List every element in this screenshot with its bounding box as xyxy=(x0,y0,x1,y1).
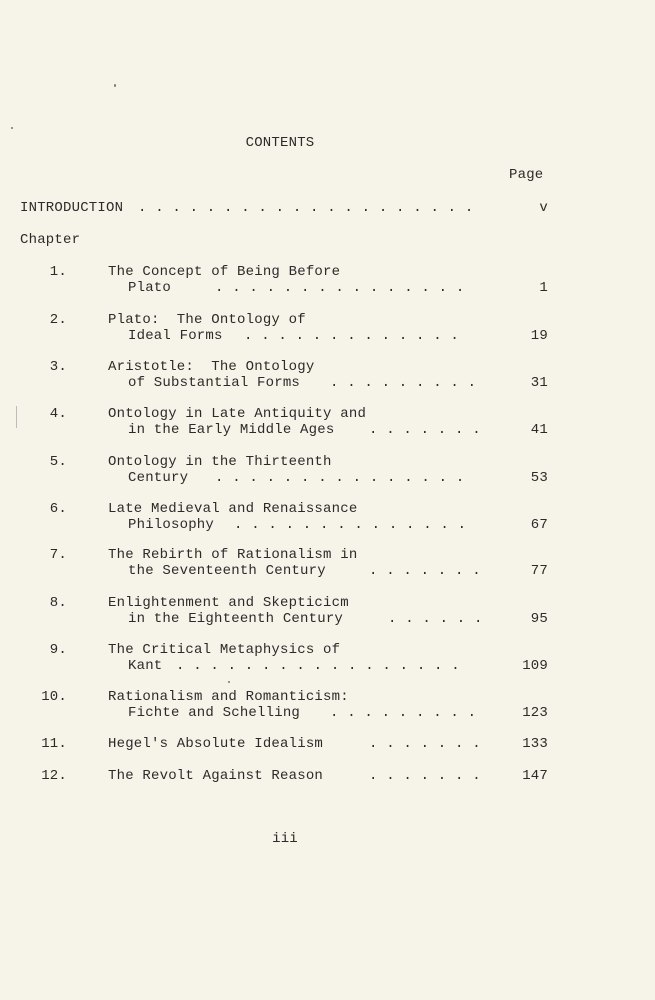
chapter-dots: . . . . . . xyxy=(388,611,483,627)
page-title: CONTENTS xyxy=(245,135,315,151)
chapter-dots: . . . . . . . xyxy=(369,768,481,784)
chapter-dots: . . . . . . . . . . . . . xyxy=(244,328,460,344)
chapter-page: 77 xyxy=(530,563,548,579)
chapter-page: 19 xyxy=(530,328,548,344)
chapter-page: 147 xyxy=(522,768,548,784)
chapter-page: 41 xyxy=(530,422,548,438)
chapter-number: 7. xyxy=(49,547,67,563)
chapter-dots: . . . . . . . . . xyxy=(330,375,477,391)
chapter-dots: . . . . . . . . . . . . . . . xyxy=(215,280,465,296)
introduction-label: INTRODUCTION xyxy=(20,200,124,216)
chapter-number: 3. xyxy=(49,359,67,375)
chapter-number: 11. xyxy=(41,736,67,752)
chapter-title: Ontology in Late Antiquity and xyxy=(108,406,367,422)
chapter-number: 1. xyxy=(49,264,67,280)
paper-speck xyxy=(114,84,116,87)
chapter-title: Aristotle: The Ontology xyxy=(108,359,315,375)
chapter-dots: . . . . . . . . . . . . . . xyxy=(234,517,467,533)
chapter-page: 133 xyxy=(522,736,548,752)
chapter-title-cont: Fichte and Schelling xyxy=(128,705,301,721)
chapter-title-cont: in the Eighteenth Century xyxy=(128,611,344,627)
chapter-title-cont: in the Early Middle Ages xyxy=(128,422,335,438)
chapter-title: The Critical Metaphysics of xyxy=(108,642,341,658)
paper-mark xyxy=(16,406,17,428)
page-number: iii xyxy=(272,831,298,847)
chapter-title: Enlightenment and Skepticicm xyxy=(108,595,349,611)
paper-speck xyxy=(11,127,13,129)
chapter-title-cont: the Seventeenth Century xyxy=(128,563,326,579)
chapter-title: The Rebirth of Rationalism in xyxy=(108,547,358,563)
chapter-dots: . . . . . . . xyxy=(369,422,481,438)
chapter-title: Ontology in the Thirteenth xyxy=(108,454,332,470)
chapter-title: Late Medieval and Renaissance xyxy=(108,501,358,517)
chapter-title: The Concept of Being Before xyxy=(108,264,341,280)
chapter-number: 10. xyxy=(41,689,67,705)
chapter-page: 67 xyxy=(530,517,548,533)
paper-speck xyxy=(228,681,230,683)
chapter-page: 123 xyxy=(522,705,548,721)
chapter-number: 8. xyxy=(49,595,67,611)
chapter-title-cont: of Substantial Forms xyxy=(128,375,301,391)
chapter-dots: . . . . . . . xyxy=(369,563,481,579)
chapter-page: 1 xyxy=(539,280,548,296)
chapter-number: 12. xyxy=(41,768,67,784)
chapter-number: 4. xyxy=(49,406,67,422)
chapter-number: 9. xyxy=(49,642,67,658)
chapter-page: 109 xyxy=(522,658,548,674)
chapter-page: 95 xyxy=(530,611,548,627)
chapter-number: 2. xyxy=(49,312,67,328)
chapter-dots: . . . . . . . . . xyxy=(330,705,477,721)
chapter-title-cont: Plato xyxy=(128,280,172,296)
chapter-title-cont: Philosophy xyxy=(128,517,215,533)
chapter-title: Plato: The Ontology of xyxy=(108,312,306,328)
chapter-label: Chapter xyxy=(20,232,81,248)
chapter-dots: . . . . . . . . . . . . . . . xyxy=(215,470,465,486)
chapter-number: 6. xyxy=(49,501,67,517)
chapter-title: The Revolt Against Reason xyxy=(108,768,324,784)
page-column-header: Page xyxy=(509,167,544,183)
chapter-number: 5. xyxy=(49,454,67,470)
introduction-page: v xyxy=(539,200,548,216)
chapter-page: 31 xyxy=(530,375,548,391)
chapter-dots: . . . . . . . xyxy=(369,736,481,752)
chapter-title: Rationalism and Romanticism: xyxy=(108,689,349,705)
chapter-title-cont: Ideal Forms xyxy=(128,328,223,344)
introduction-dots: . . . . . . . . . . . . . . . . . . . . xyxy=(138,200,474,216)
chapter-title-cont: Century xyxy=(128,470,189,486)
chapter-title: Hegel's Absolute Idealism xyxy=(108,736,324,752)
chapter-title-cont: Kant xyxy=(128,658,163,674)
chapter-dots: . . . . . . . . . . . . . . . . . xyxy=(176,658,460,674)
chapter-page: 53 xyxy=(530,470,548,486)
